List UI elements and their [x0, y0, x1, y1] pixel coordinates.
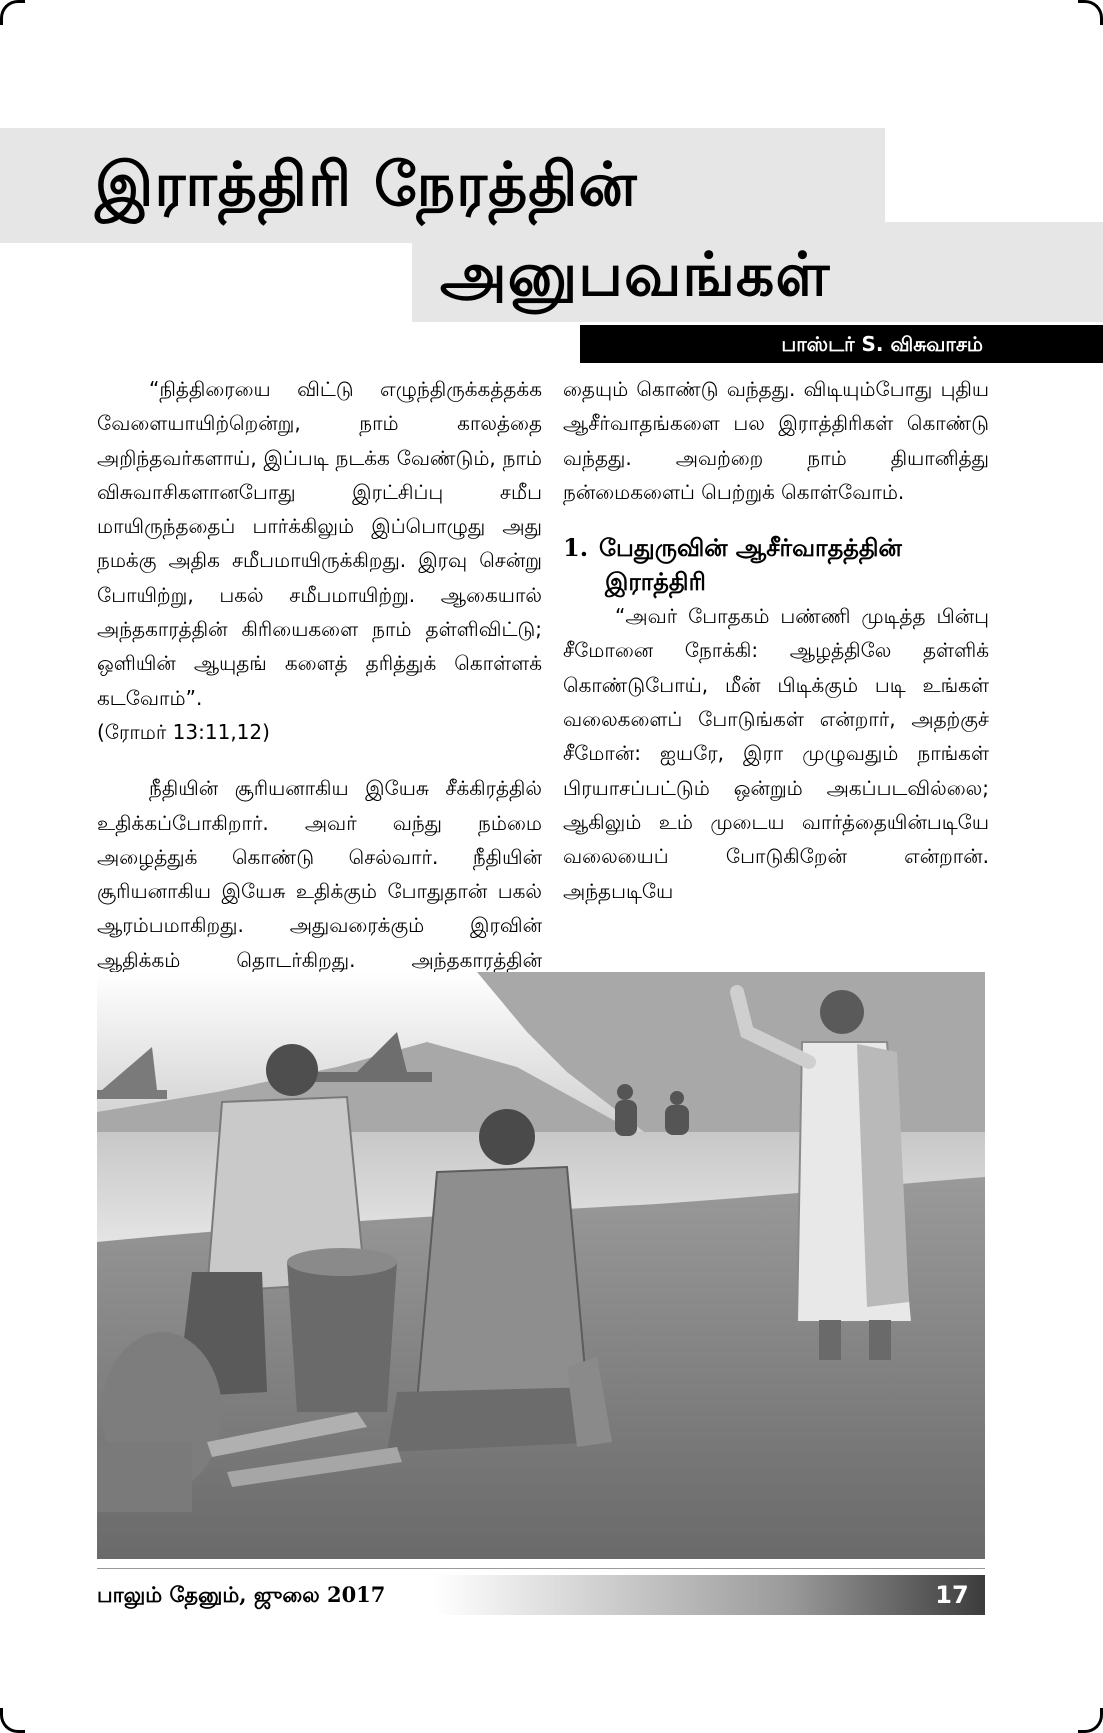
section-paragraph: “அவர் போதகம் பண்ணி முடித்த பின்பு சீமோனை நோக்கி: ஆழத்திலே தள்ளிக் கொண்டுபோய், மீன் பிடிக்கும் படி உங்கள் வலைகளைப் போடுங்கள் என்றார், அதற்குச் சீமோன்: ஐயரே, இரா முழுவதும் நாங்கள் பிரயாசப்பட்டும் ஒன்றும் அகப்படவில்லை; ஆகிலும் உம் முடைய வார்த்தையின்படியே வலையைப் போடுகிறேன் என்றான். அந்தபடியே — [563, 604, 989, 903]
section-heading — [563, 531, 989, 599]
magazine-issue: பாலும் தேனும், ஜுலை 2017 — [97, 1582, 386, 1607]
author-bar — [580, 325, 1103, 363]
body-paragraph-continued: தையும் கொண்டு வந்தது. விடியும்போது புதிய ஆசீர்வாதங்களை பல இராத்திரிகள் கொண்டு வந்தது. அவற்றை நாம் தியானித்து நன்மைகளைப் பெற்றுக் கொள்வோம். — [563, 377, 989, 504]
body-paragraph: நீதியின் சூரியனாகிய இயேசு சீக்கிரத்தில் உதிக்கப்போகிறார். அவர் வந்து நம்மை அழைத்துக் கொண்டு செல்வார். நீதியின் சூரியனாகிய இயேசு உதிக்கும் போதுதான் பகல் ஆரம்பமாகிறது. அதுவரைக்கும் இரவின் ஆதிக்கம் தொடர்கிறது. அந்தகாரத்தின் — [97, 776, 542, 972]
page-corner-top-right — [1078, 0, 1103, 25]
illustration-fishermen — [97, 972, 985, 1559]
section-title-line1: பேதுருவின் ஆசீர்வாதத்தின் — [599, 533, 902, 563]
page-corner-bottom-right — [1078, 1708, 1103, 1733]
page-corner-top-left — [0, 0, 25, 25]
article-title-line2: அனுபவங்கள் — [440, 240, 831, 310]
scripture-reference: (ரோமர் 13:11,12) — [97, 719, 270, 744]
section-title-line2: இராத்திரி — [605, 567, 706, 597]
footer-rule — [97, 1568, 985, 1569]
page-corner-bottom-left — [0, 1708, 25, 1733]
article-title-line1: இராத்திரி நேரத்தின் — [95, 150, 638, 220]
author-name: பாஸ்டர் S. விசுவாசம் — [781, 332, 983, 356]
scripture-quote: “நித்திரையை விட்டு எழுந்திருக்கத்தக்க வேளையாயிற்றென்று, நாம் காலத்தை அறிந்தவர்களாய், இப்படி நடக்க வேண்டும், நாம் விசுவாசிகளானபோது இரட்சிப்பு சமீப மாயிருந்ததைப் பார்க்கிலும் இப்பொழுது அது நமக்கு அதிக சமீபமாயிருக்கிறது. இரவு சென்று போயிற்று, பகல் சமீபமாயிற்று. ஆகையால் அந்தகாரத்தின் கிரியைகளை நாம் தள்ளிவிட்டு; ஒளியின் ஆயுதங் களைத் தரித்துக் கொள்ளக் கடவோம்”. — [97, 377, 542, 710]
right-column — [563, 372, 989, 908]
page-number: 17 — [935, 1581, 969, 1609]
section-number: 1. — [563, 533, 589, 563]
